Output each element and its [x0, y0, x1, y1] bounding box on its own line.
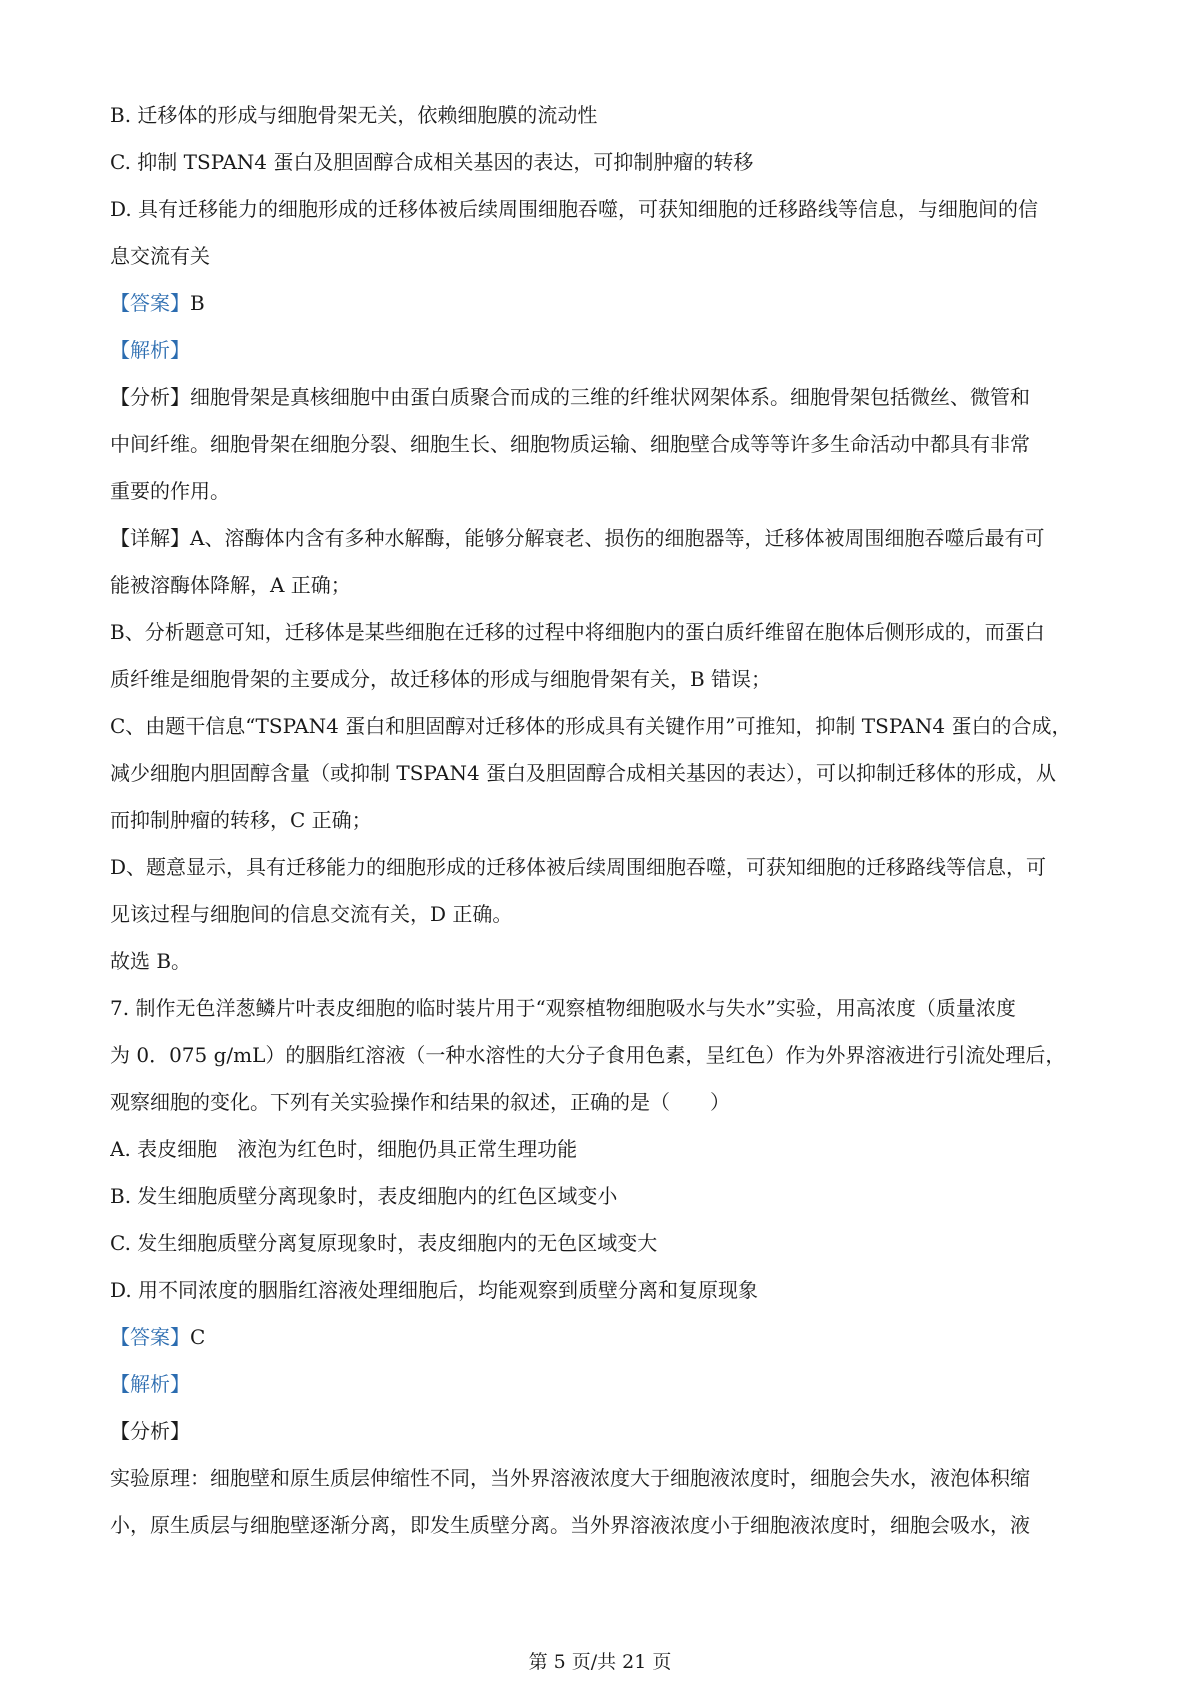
q6-answer — [110, 280, 1100, 327]
q6-fenxi-line3: 重要的作用。 — [110, 479, 230, 503]
q6-detail-b-line1: B、分析题意可知，迁移体是某些细胞在迁移的过程中将细胞内的蛋白质纤维留在胞体后侧形成的，而蛋白 — [110, 620, 1045, 644]
q6-option-b: B. 迁移体的形成与细胞骨架无关，依赖细胞膜的流动性 — [110, 103, 598, 127]
q7-option-c: C. 发生细胞质壁分离复原现象时，表皮细胞内的无色区域变大 — [110, 1231, 658, 1255]
q6-analysis-heading — [110, 327, 1100, 374]
q6-option-d-line1: D. 具有迁移能力的细胞形成的迁移体被后续周围细胞吞噬，可获知细胞的迁移路线等信息，与细胞间的信 — [110, 197, 1039, 221]
q6-detail-d-line2: 见该过程与细胞间的信息交流有关，D 正确。 — [110, 902, 513, 926]
q6-fenxi-line2: 中间纤维。细胞骨架在细胞分裂、细胞生长、细胞物质运输、细胞壁合成等等许多生命活动中都具有非常 — [110, 432, 1030, 456]
q7-principle-line1: 实验原理：细胞壁和原生质层伸缩性不同，当外界溶液浓度大于细胞液浓度时，细胞会失水，液泡体积缩 — [110, 1466, 1030, 1490]
detail-tag: 【详解】 — [110, 526, 190, 550]
q6-detail-c-line1: C、由题干信息“TSPAN4 蛋白和胆固醇对迁移体的形成具有关键作用”可推知，抑制 TSPAN4 蛋白的合成， — [110, 714, 1072, 738]
document-body — [110, 92, 1100, 1549]
analysis-tag: 【解析】 — [110, 338, 190, 362]
q6-detail-a-line1 — [110, 515, 1100, 562]
detail-a-text: A、溶酶体内含有多种水解酶，能够分解衰老、损伤的细胞器等，迁移体被周围细胞吞噬后最有可 — [190, 526, 1045, 550]
q7-option-d: D. 用不同浓度的胭脂红溶液处理细胞后，均能观察到质壁分离和复原现象 — [110, 1278, 759, 1302]
q6-detail-c-line2: 减少细胞内胆固醇含量（或抑制 TSPAN4 蛋白及胆固醇合成相关基因的表达），可以抑制迁移体的形成，从 — [110, 761, 1057, 785]
fenxi-text: 细胞骨架是真核细胞中由蛋白质聚合而成的三维的纤维状网架体系。细胞骨架包括微丝、微管和 — [190, 385, 1030, 409]
q7-option-b: B. 发生细胞质壁分离现象时，表皮细胞内的红色区域变小 — [110, 1184, 618, 1208]
q6-detail-a-line2: 能被溶酶体降解，A 正确； — [110, 573, 351, 597]
q7-fenxi-heading: 【分析】 — [110, 1419, 190, 1443]
q6-detail-c-line3: 而抑制肿瘤的转移，C 正确； — [110, 808, 372, 832]
q7-answer — [110, 1314, 1100, 1361]
q6-conclusion: 故选 B。 — [110, 949, 192, 973]
answer-value: C — [190, 1325, 206, 1349]
q6-option-c: C. 抑制 TSPAN4 蛋白及胆固醇合成相关基因的表达，可抑制肿瘤的转移 — [110, 150, 754, 174]
fenxi-tag: 【分析】 — [110, 385, 190, 409]
q7-analysis-heading — [110, 1361, 1100, 1408]
q7-stem-line2: 为 0．075 g/mL）的胭脂红溶液（一种水溶性的大分子食用色素，呈红色）作为外界溶液进行引流处理后， — [110, 1043, 1066, 1067]
q7-option-a: A. 表皮细胞 液泡为红色时，细胞仍具正常生理功能 — [110, 1137, 578, 1161]
page-footer: 第 5 页/共 21 页 — [528, 1651, 672, 1673]
answer-tag: 【答案】 — [110, 291, 190, 315]
q6-detail-d-line1: D、题意显示，具有迁移能力的细胞形成的迁移体被后续周围细胞吞噬，可获知细胞的迁移路线等信息，可 — [110, 855, 1047, 879]
q7-principle-line2: 小，原生质层与细胞壁逐渐分离，即发生质壁分离。当外界溶液浓度小于细胞液浓度时，细胞会吸水，液 — [110, 1513, 1030, 1537]
q6-option-d-line2: 息交流有关 — [110, 244, 210, 268]
q7-stem-line3: 观察细胞的变化。下列有关实验操作和结果的叙述，正确的是（ ） — [110, 1090, 730, 1114]
answer-value: B — [190, 291, 205, 315]
analysis-tag: 【解析】 — [110, 1372, 190, 1396]
q7-stem-line1: 7. 制作无色洋葱鳞片叶表皮细胞的临时装片用于“观察植物细胞吸水与失水”实验，用高浓度（质量浓度 — [110, 996, 1016, 1020]
q6-fenxi-line1 — [110, 374, 1100, 421]
answer-tag: 【答案】 — [110, 1325, 190, 1349]
q6-detail-b-line2: 质纤维是细胞骨架的主要成分，故迁移体的形成与细胞骨架有关，B 错误； — [110, 667, 772, 691]
